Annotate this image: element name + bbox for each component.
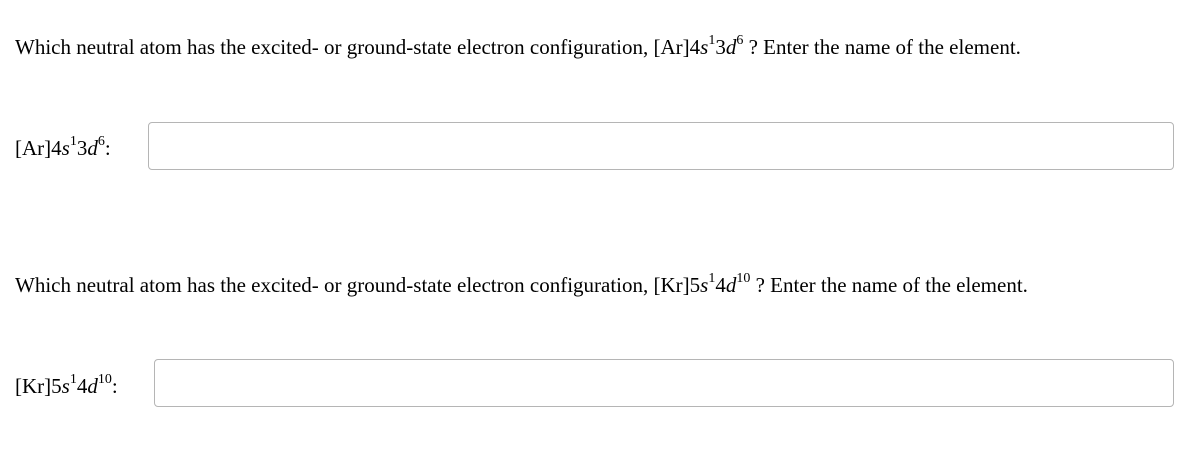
answer-2-input[interactable] bbox=[154, 359, 1174, 407]
answer-1-input[interactable] bbox=[148, 122, 1174, 170]
question-1-configuration: $[Ar]4s^13d^6$ bbox=[653, 33, 744, 59]
question-1-suffix: ? Enter the name of the element. bbox=[743, 35, 1021, 59]
answer-1-label: $[Ar]4s^13d^6$: bbox=[15, 134, 111, 160]
question-1-text bbox=[15, 35, 1021, 59]
question-2-suffix: ? Enter the name of the element. bbox=[750, 273, 1028, 297]
question-2-text bbox=[15, 273, 1028, 297]
question-2-configuration: $[Kr]5s^14d^{10}$ bbox=[653, 271, 751, 297]
question-2-prefix: Which neutral atom has the excited- or ground-state electron configuration, bbox=[15, 273, 654, 297]
answer-2-label: $[Kr]5s^14d^{10}$: bbox=[15, 372, 118, 398]
question-1-prefix: Which neutral atom has the excited- or ground-state electron configuration, bbox=[15, 35, 654, 59]
